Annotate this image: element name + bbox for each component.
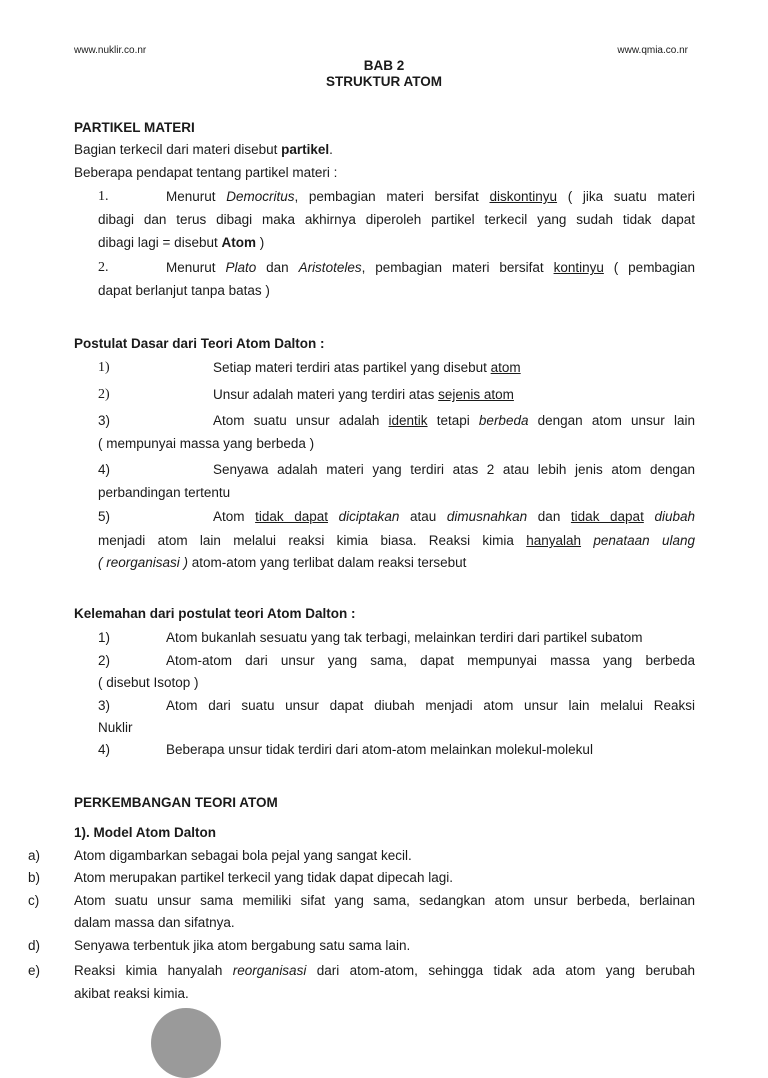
text-line xyxy=(74,606,356,622)
text-segment: Beberapa unsur tidak terdiri dari atom-atom melainkan molekul-molekul xyxy=(166,742,593,757)
text-segment: dapat berlanjut tanpa batas ) xyxy=(98,283,270,298)
text-line xyxy=(74,870,453,886)
underlined-text: atom xyxy=(490,360,521,375)
text-segment: Setiap materi terdiri atas partikel yang disebut xyxy=(213,360,491,375)
text-line xyxy=(98,555,466,571)
text-segment: . xyxy=(329,142,333,157)
text-segment: dibagi dan terus dibagi maka akhirnya diperoleh partikel terkecil yang sudah tidak dapat xyxy=(98,212,695,227)
underlined-text: identik xyxy=(388,413,428,428)
text-segment: Atom bukanlah sesuatu yang tak terbagi, melainkan terdiri dari partikel subatom xyxy=(166,630,643,645)
list-number: 2. xyxy=(98,260,109,275)
italic-text: berbeda xyxy=(478,413,529,428)
text-segment xyxy=(644,509,655,524)
text-line xyxy=(74,336,325,352)
text-line xyxy=(213,462,695,478)
underlined-text: hanyalah xyxy=(526,533,582,548)
text-segment: Menurut xyxy=(166,260,226,275)
text-line xyxy=(98,675,199,691)
text-segment: dalam massa dan sifatnya. xyxy=(74,915,235,930)
text-line xyxy=(98,485,230,501)
text-segment xyxy=(328,509,339,524)
bold-text: PERKEMBANGAN TEORI ATOM xyxy=(74,795,278,810)
text-line xyxy=(98,283,270,299)
bold-text: 1). Model Atom Dalton xyxy=(74,825,216,840)
text-segment: Atom digambarkan sebagai bola pejal yang sangat kecil. xyxy=(74,848,412,863)
text-line xyxy=(74,848,412,864)
text-line xyxy=(74,963,695,979)
text-line xyxy=(98,533,695,549)
list-number: 4) xyxy=(98,462,111,477)
list-number: 3) xyxy=(98,413,111,428)
chapter-label: BAB 2 xyxy=(363,58,405,73)
text-line xyxy=(74,142,333,158)
bold-text: Postulat Dasar dari Teori Atom Dalton : xyxy=(74,336,325,351)
text-segment: Atom dari suatu unsur dapat diubah menjadi atom unsur lain melalui Reaksi xyxy=(166,698,695,713)
list-number: e) xyxy=(28,963,41,978)
text-line xyxy=(213,387,514,403)
list-number: 2) xyxy=(98,653,111,668)
text-segment: Bagian terkecil dari materi disebut xyxy=(74,142,282,157)
list-number: 2) xyxy=(98,387,110,402)
text-line xyxy=(74,165,337,181)
text-line xyxy=(166,189,695,205)
text-segment: dan xyxy=(527,509,571,524)
list-number: c) xyxy=(28,893,40,908)
list-number: 3) xyxy=(98,698,111,713)
atom-model-figure xyxy=(151,1008,221,1078)
italic-text: reorganisasi xyxy=(232,963,307,978)
text-line xyxy=(74,825,216,841)
bold-text: PARTIKEL MATERI xyxy=(74,120,195,135)
text-segment: menjadi atom lain melalui reaksi kimia biasa. Reaksi kimia xyxy=(98,533,527,548)
text-segment: atom-atom yang terlibat dalam reaksi tersebut xyxy=(188,555,467,570)
text-segment: atau xyxy=(399,509,447,524)
text-segment: dan xyxy=(256,260,299,275)
text-line xyxy=(74,893,695,909)
text-line xyxy=(166,260,695,276)
text-line xyxy=(98,720,133,736)
text-line xyxy=(74,915,235,931)
bold-text: partikel xyxy=(281,142,330,157)
text-line xyxy=(98,436,314,452)
text-segment: Nuklir xyxy=(98,720,133,735)
text-segment: dari atom-atom, sehingga tidak ada atom yang berubah xyxy=(306,963,695,978)
text-segment: , pembagian materi bersifat xyxy=(294,189,490,204)
list-number: 1) xyxy=(98,630,111,645)
bold-text: Kelemahan dari postulat teori Atom Dalton : xyxy=(74,606,356,621)
italic-text: Aristoteles xyxy=(298,260,362,275)
italic-text: Democritus xyxy=(226,189,295,204)
text-segment: Atom suatu unsur sama memiliki sifat yang sama, sedangkan atom unsur berbeda, berlainan xyxy=(74,893,695,908)
text-segment: Unsur adalah materi yang terdiri atas xyxy=(213,387,439,402)
text-segment xyxy=(581,533,593,548)
italic-text: penataan ulang xyxy=(593,533,695,548)
underlined-text: sejenis atom xyxy=(438,387,514,402)
text-segment: , pembagian materi bersifat xyxy=(361,260,554,275)
text-line xyxy=(213,360,521,376)
text-segment: Reaksi kimia hanyalah xyxy=(74,963,233,978)
text-segment: ) xyxy=(255,235,265,250)
page-title: STRUKTUR ATOM xyxy=(326,74,442,89)
italic-text: Plato xyxy=(225,260,257,275)
text-segment: ( jika suatu materi xyxy=(557,189,695,204)
italic-text: ( reorganisasi ) xyxy=(98,555,189,570)
underlined-text: diskontinyu xyxy=(489,189,558,204)
text-segment: ( mempunyai massa yang berbeda ) xyxy=(98,436,315,451)
text-line xyxy=(166,630,643,646)
text-segment: ( disebut Isotop ) xyxy=(98,675,199,690)
text-line xyxy=(98,235,264,251)
text-segment: Menurut xyxy=(166,189,227,204)
list-number: 5) xyxy=(98,509,111,524)
text-segment: Senyawa terbentuk jika atom bergabung satu sama lain. xyxy=(74,938,411,953)
text-segment: Atom suatu unsur adalah xyxy=(213,413,389,428)
text-line xyxy=(166,742,593,758)
text-line xyxy=(74,120,195,136)
text-segment: Atom merupakan partikel terkecil yang tidak dapat dipecah lagi. xyxy=(74,870,453,885)
list-number: a) xyxy=(28,848,41,863)
text-segment: perbandingan tertentu xyxy=(98,485,231,500)
italic-text: diubah xyxy=(654,509,695,524)
italic-text: diciptakan xyxy=(338,509,400,524)
list-number: 1. xyxy=(98,189,109,204)
text-segment: dibagi lagi = disebut xyxy=(98,235,222,250)
list-number: 1) xyxy=(98,360,110,375)
header-left-url: www.nuklir.co.nr xyxy=(74,45,147,56)
text-segment: ( pembagian xyxy=(603,260,695,275)
text-segment: akibat reaksi kimia. xyxy=(74,986,189,1001)
list-number: b) xyxy=(28,870,41,885)
list-number: d) xyxy=(28,938,41,953)
text-segment: Beberapa pendapat tentang partikel materi : xyxy=(74,165,338,180)
underlined-text: tidak dapat xyxy=(570,509,644,524)
text-line xyxy=(74,986,189,1002)
text-line xyxy=(74,938,410,954)
underlined-text: tidak dapat xyxy=(255,509,329,524)
underlined-text: kontinyu xyxy=(553,260,604,275)
text-line xyxy=(98,212,695,228)
text-line xyxy=(166,698,695,714)
text-line xyxy=(74,795,278,811)
bold-text: Atom xyxy=(221,235,256,250)
text-line xyxy=(166,653,695,669)
text-segment: Senyawa adalah materi yang terdiri atas 2 atau lebih jenis atom dengan xyxy=(213,462,695,477)
text-segment: Atom-atom dari unsur yang sama, dapat mempunyai massa yang berbeda xyxy=(166,653,695,668)
header-right-url: www.qmia.co.nr xyxy=(617,45,688,56)
italic-text: dimusnahkan xyxy=(446,509,528,524)
list-number: 4) xyxy=(98,742,111,757)
text-line xyxy=(213,509,695,525)
text-line xyxy=(213,413,695,429)
text-segment: dengan atom unsur lain xyxy=(528,413,695,428)
text-segment: tetapi xyxy=(427,413,479,428)
text-segment: Atom xyxy=(213,509,256,524)
